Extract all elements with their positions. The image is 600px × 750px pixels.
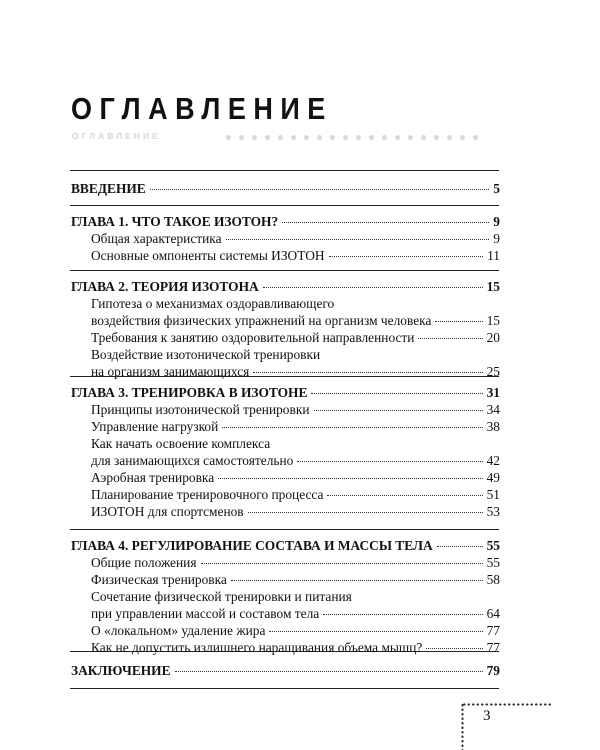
dot-leader xyxy=(297,451,482,462)
toc-entry-title: Аэробная тренировка xyxy=(91,470,215,485)
toc-line xyxy=(91,554,500,571)
toc-page-number: 79 xyxy=(486,663,500,678)
toc-line xyxy=(71,213,500,230)
toc-line xyxy=(91,605,500,622)
dot-leader xyxy=(218,468,482,479)
dot-leader xyxy=(329,246,484,257)
toc-page-number: 15 xyxy=(486,313,500,328)
toc-entry-title: Общие положения xyxy=(91,555,197,570)
toc-line xyxy=(71,662,500,679)
subtitle-decoration xyxy=(222,133,480,142)
toc-line xyxy=(91,486,500,503)
dot-leader xyxy=(269,621,482,632)
dot-leader xyxy=(435,311,482,322)
toc-page-number: 55 xyxy=(486,538,500,553)
toc-line xyxy=(91,418,500,435)
toc-page-number: 55 xyxy=(486,555,500,570)
page-subtitle: ОГЛАВЛЕНИЕ xyxy=(72,131,161,141)
toc-entry-title: Общая характеристика xyxy=(91,231,222,246)
dot-leader xyxy=(248,502,483,513)
toc-entry-title: Воздействие изотонической тренировки xyxy=(91,347,321,362)
toc-page-number: 11 xyxy=(487,248,500,263)
toc-entry-title: Гипотеза о механизмах оздоравливающего xyxy=(91,296,335,311)
toc-page-number: 64 xyxy=(486,606,500,621)
toc-entry-title: ГЛАВА 3. ТРЕНИРОВКА В ИЗОТОНЕ xyxy=(71,385,308,400)
toc-page-number: 38 xyxy=(486,419,500,434)
toc-page-number: 58 xyxy=(486,572,500,587)
toc-entry-title: ГЛАВА 2. ТЕОРИЯ ИЗОТОНА xyxy=(71,279,259,294)
page-number: 3 xyxy=(483,708,491,724)
dot-leader xyxy=(253,362,482,373)
toc-entry-title: ИЗОТОН для спортсменов xyxy=(91,504,244,519)
toc-line xyxy=(91,571,500,588)
toc-page-number: 5 xyxy=(493,181,500,196)
toc-entry-title: на организм занимающихся xyxy=(91,364,250,379)
dot-leader xyxy=(226,229,490,240)
toc-page-number: 51 xyxy=(486,487,500,502)
toc-line xyxy=(91,363,500,380)
toc-line xyxy=(91,329,500,346)
toc-entry-title: ВВЕДЕНИЕ xyxy=(71,181,146,196)
toc-line xyxy=(91,435,270,452)
dot-leader xyxy=(263,277,483,288)
toc-entry-title: воздействия физических упражнений на организм человека xyxy=(91,313,432,328)
dot-leader xyxy=(222,417,482,428)
toc-entry-title: при управлении массой и составом тела xyxy=(91,606,320,621)
toc-line xyxy=(91,503,500,520)
toc-entry-title: Требования к занятию оздоровительной направленности xyxy=(91,330,415,345)
toc-line xyxy=(91,312,500,329)
dot-leader xyxy=(311,383,482,394)
toc-entry-title: Физическая тренировка xyxy=(91,572,227,587)
dot-leader xyxy=(150,179,490,190)
toc-page-number: 25 xyxy=(486,364,500,379)
dot-leader xyxy=(282,212,489,223)
toc-line xyxy=(91,639,500,656)
divider xyxy=(70,270,499,271)
dot-leader xyxy=(314,400,483,411)
divider xyxy=(70,688,499,689)
toc-line xyxy=(91,401,500,418)
dot-leader xyxy=(437,536,483,547)
toc-line xyxy=(91,247,500,264)
toc-entry-title: Принципы изотонической тренировки xyxy=(91,402,310,417)
toc-page-number: 20 xyxy=(486,330,500,345)
toc-line xyxy=(91,295,334,312)
toc-page-number: 42 xyxy=(486,453,500,468)
toc-page-number: 77 xyxy=(486,640,500,655)
toc-line xyxy=(71,537,500,554)
toc-page-number: 9 xyxy=(493,231,500,246)
toc-line xyxy=(71,278,500,295)
toc-entry-title: О «локальном» удаление жира xyxy=(91,623,266,638)
toc-entry-title: ГЛАВА 4. РЕГУЛИРОВАНИЕ СОСТАВА И МАССЫ ТЕЛА xyxy=(71,538,433,553)
toc-page-number: 34 xyxy=(486,402,500,417)
toc-entry-title: Основные омпоненты системы ИЗОТОН xyxy=(91,248,325,263)
toc-page-number: 31 xyxy=(486,385,500,400)
toc-entry-title: Как начать освоение комплекса xyxy=(91,436,271,451)
toc-entry-title: Управление нагрузкой xyxy=(91,419,219,434)
dot-leader xyxy=(327,485,482,496)
page-title: ОГЛАВЛЕНИЕ xyxy=(71,92,333,126)
dot-leader xyxy=(323,604,482,615)
divider xyxy=(70,170,499,171)
divider xyxy=(70,205,499,206)
toc-line xyxy=(91,469,500,486)
dot-leader xyxy=(418,328,482,339)
dot-leader xyxy=(201,553,483,564)
dot-leader xyxy=(175,661,483,672)
toc-page-number: 77 xyxy=(486,623,500,638)
toc-page-number: 49 xyxy=(486,470,500,485)
toc-entry-title: для занимающихся самостоятельно xyxy=(91,453,294,468)
toc-entry-title: Как не допустить излишнего наращивания объема мышц? xyxy=(91,640,423,655)
toc-line xyxy=(71,384,500,401)
toc-entry-title: Планирование тренировочного процесса xyxy=(91,487,324,502)
divider xyxy=(70,529,499,530)
dot-leader xyxy=(426,638,482,649)
corner-dots-top xyxy=(462,703,552,706)
toc-entry-title: ЗАКЛЮЧЕНИЕ xyxy=(71,663,171,678)
dot-leader xyxy=(231,570,483,581)
toc-line xyxy=(91,346,320,363)
toc-entry-title: Сочетание физической тренировки и питания xyxy=(91,589,352,604)
toc-line xyxy=(91,452,500,469)
toc-entry-title: ГЛАВА 1. ЧТО ТАКОЕ ИЗОТОН? xyxy=(71,214,279,229)
toc-line xyxy=(71,180,500,197)
toc-page-number: 9 xyxy=(493,214,500,229)
toc-line xyxy=(91,230,500,247)
toc-line xyxy=(91,622,500,639)
toc-page-number: 53 xyxy=(486,504,500,519)
toc-page-number: 15 xyxy=(486,279,500,294)
toc-line xyxy=(91,588,352,605)
corner-dots-side xyxy=(461,703,464,750)
